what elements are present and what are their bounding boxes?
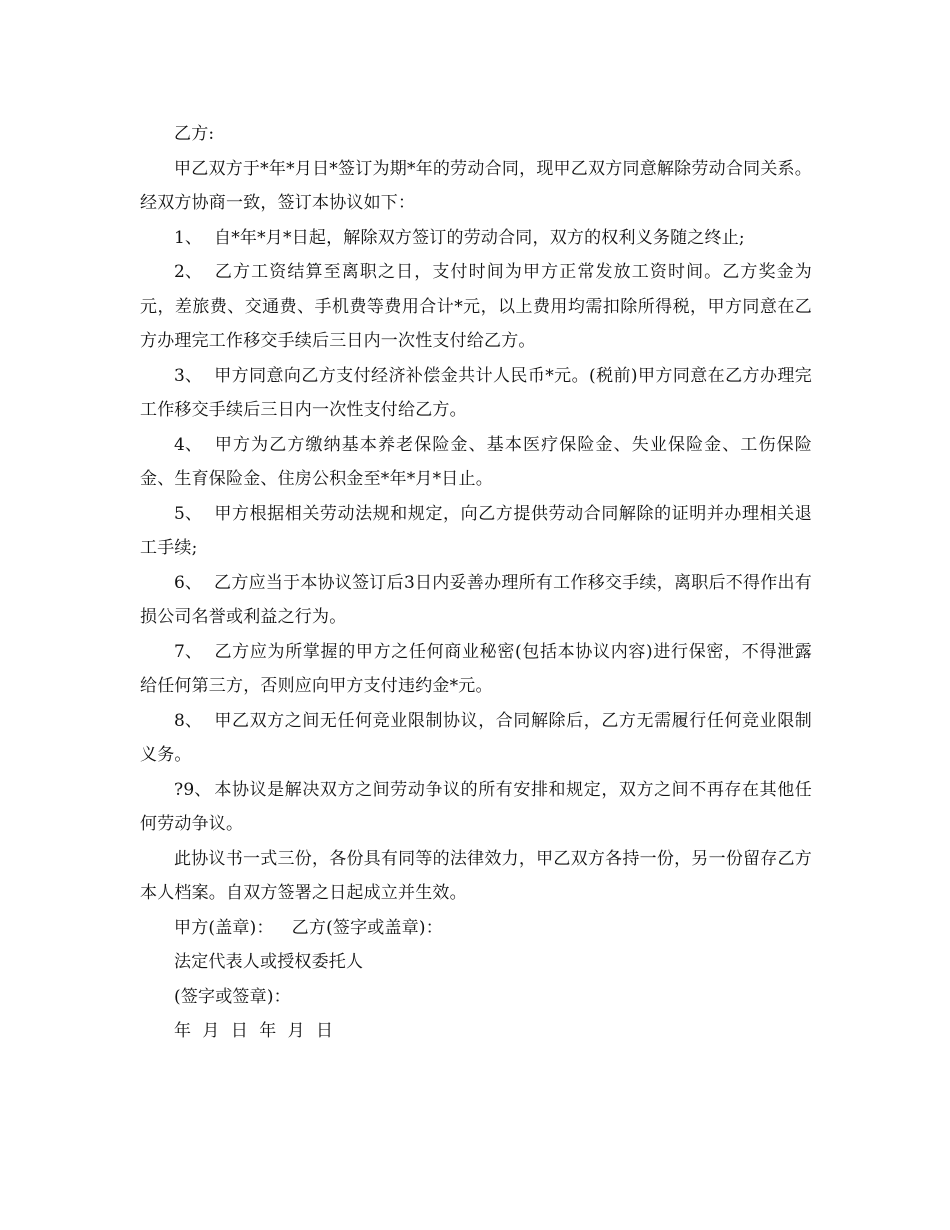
clause-text: 乙方应当于本协议签订后3日内妥善办理所有工作移交手续，离职后不得作出有损公司名誉或利益之行为。 xyxy=(140,572,812,627)
clause-text: 乙方工资结算至离职之日，支付时间为甲方正常发放工资时间。乙方奖金为元，差旅费、交通费、手机费等费用合计*元，以上费用均需扣除所得税，甲方同意在乙方办理完工作移交手续后三日内一次性支付给乙方。 xyxy=(140,262,812,351)
clause-1 xyxy=(140,221,812,256)
intro-paragraph: 甲乙双方于*年*月日*签订为期*年的劳动合同，现甲乙双方同意解除劳动合同关系。经双方协商一致，签订本协议如下： xyxy=(140,158,812,213)
clause-3 xyxy=(140,359,812,428)
clause-9 xyxy=(140,773,812,842)
clause-number: 1、 xyxy=(174,227,203,248)
clause-text: 乙方应为所掌握的甲方之任何商业秘密(包括本协议内容)进行保密，不得泄露给任何第三方，否则应向甲方支付违约金*元。 xyxy=(140,641,812,696)
representative-label: 法定代表人或授权委托人 xyxy=(174,952,364,972)
clause-8 xyxy=(140,704,812,773)
clause-number: 8、 xyxy=(174,710,203,731)
date-line: 年 月 日 年 月 日 xyxy=(174,1021,334,1041)
clause-number: 4、 xyxy=(174,434,203,455)
party-b-label: 乙方: xyxy=(174,124,215,144)
clause-5 xyxy=(140,497,812,566)
clause-text: 甲乙双方之间无任何竞业限制协议，合同解除后，乙方无需履行任何竞业限制义务。 xyxy=(140,710,812,765)
clause-number: 3、 xyxy=(174,365,203,386)
clause-text: 自*年*月*日起，解除双方签订的劳动合同，双方的权利义务随之终止; xyxy=(214,227,745,248)
clause-text: 甲方为乙方缴纳基本养老保险金、基本医疗保险金、失业保险金、工伤保险金、生育保险金、住房公积金至*年*月*日止。 xyxy=(140,434,812,489)
clause-text: 甲方同意向乙方支付经济补偿金共计人民币*元。(税前)甲方同意在乙方办理完工作移交手续后三日内一次性支付给乙方。 xyxy=(140,365,812,420)
party-a-seal-label: 甲方(盖章)： xyxy=(174,917,274,938)
clause-number: 7、 xyxy=(174,641,203,662)
clause-4 xyxy=(140,428,812,497)
clause-text: 甲方根据相关劳动法规和规定，向乙方提供劳动合同解除的证明并办理相关退工手续; xyxy=(140,503,812,558)
sign-note-label: (签字或签章)： xyxy=(174,986,291,1007)
clause-number: 5、 xyxy=(174,503,203,524)
clause-number: 6、 xyxy=(174,572,203,593)
clause-7 xyxy=(140,635,812,704)
clause-number: 2、 xyxy=(174,262,203,282)
clause-2 xyxy=(140,255,812,359)
clause-text: 本协议是解决双方之间劳动争议的所有安排和规定，双方之间不再存在其他任何劳动争议。 xyxy=(140,779,812,834)
signature-parties-line xyxy=(140,911,812,946)
clause-6 xyxy=(140,566,812,635)
clause-number: ?9、 xyxy=(174,779,212,800)
closing-paragraph: 此协议书一式三份，各份具有同等的法律效力，甲乙双方各持一份，另一份留存乙方本人档案。自双方签署之日起成立并生效。 xyxy=(140,848,812,903)
document-body xyxy=(140,117,812,1049)
party-b-sign-label: 乙方(签字或盖章)： xyxy=(291,917,443,938)
